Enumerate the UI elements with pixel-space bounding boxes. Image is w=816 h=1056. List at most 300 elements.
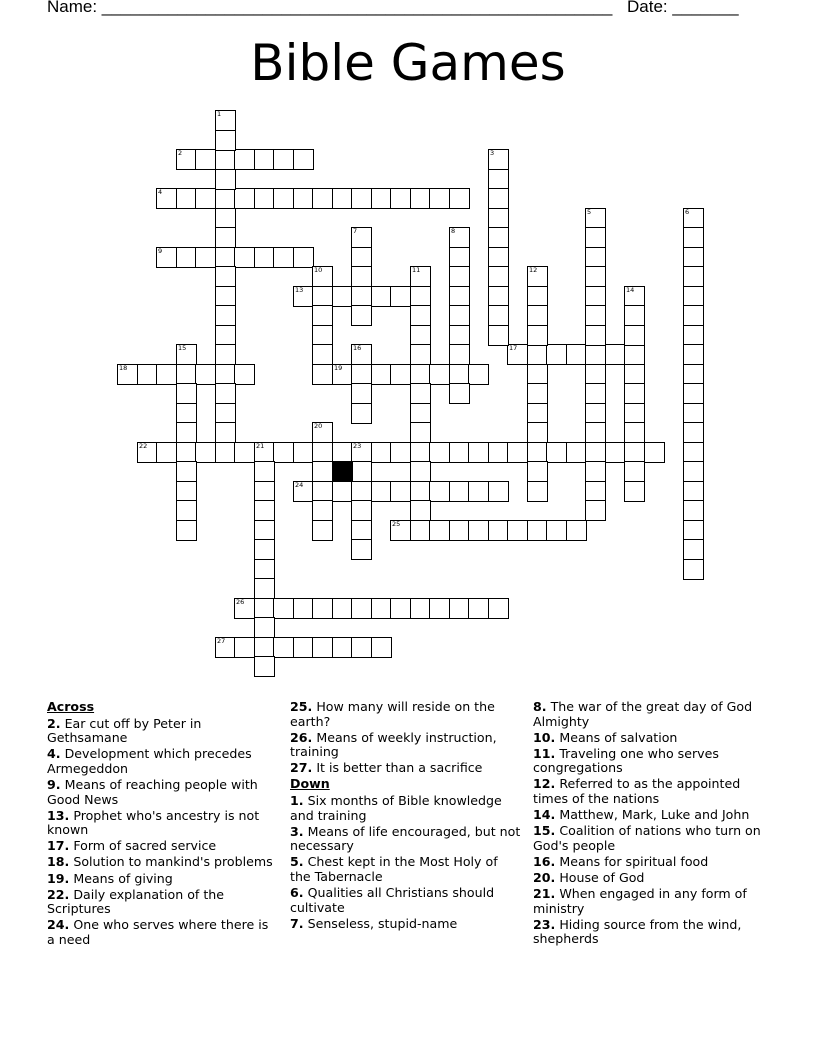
grid-cell[interactable] [371,188,392,209]
grid-cell[interactable] [351,247,372,268]
grid-cell[interactable] [254,149,275,170]
grid-cell[interactable] [156,364,177,385]
grid-cell[interactable] [488,247,509,268]
grid-cell[interactable] [624,325,645,346]
grid-cell[interactable] [293,598,314,619]
grid-cell[interactable] [683,364,704,385]
grid-cell[interactable] [137,364,158,385]
clue-down-11: 11. Traveling one who serves congregations [533,745,719,776]
grid-cell[interactable] [546,520,567,541]
clue-down-1: 1. Six months of Bible knowledge and training [290,793,502,823]
grid-cell[interactable] [371,442,392,463]
grid-cell[interactable] [624,286,645,307]
grid-cell[interactable] [429,520,450,541]
grid-cell[interactable] [585,500,606,521]
grid-cell[interactable] [683,266,704,287]
grid-cell[interactable] [254,637,275,658]
grid-cell[interactable] [215,403,236,424]
grid-cell[interactable] [566,344,587,365]
grid-cell[interactable] [527,403,548,424]
grid-cell[interactable] [351,481,372,502]
clue-down-7: 7. Senseless, stupid-name [290,915,458,931]
grid-cell[interactable] [624,422,645,443]
grid-cell[interactable] [351,637,372,658]
grid-cell[interactable] [215,305,236,326]
grid-cell[interactable] [585,461,606,482]
grid-cell[interactable] [410,461,431,482]
grid-cell[interactable] [683,559,704,580]
grid-cell[interactable] [390,520,411,541]
grid-cell[interactable] [488,520,509,541]
grid-cell[interactable] [215,227,236,248]
grid-cell[interactable] [215,188,236,209]
grid-cell[interactable] [585,344,606,365]
grid-cell[interactable] [332,637,353,658]
grid-cell[interactable] [195,188,216,209]
grid-cell[interactable] [585,247,606,268]
grid-cell[interactable] [468,442,489,463]
grid-cell[interactable] [527,442,548,463]
grid-cell[interactable] [371,364,392,385]
grid-cell[interactable] [234,442,255,463]
grid-cell[interactable] [410,442,431,463]
grid-cell[interactable] [683,325,704,346]
grid-cell[interactable] [254,247,275,268]
grid-cell[interactable] [215,286,236,307]
grid-cell[interactable] [585,266,606,287]
grid-cell[interactable] [488,481,509,502]
grid-cell[interactable] [371,286,392,307]
grid-cell[interactable] [293,188,314,209]
grid-cell[interactable] [195,149,216,170]
grid-cell[interactable] [351,383,372,404]
grid-cell[interactable] [156,188,177,209]
grid-cell[interactable] [410,188,431,209]
grid-cell[interactable] [195,247,216,268]
grid-cell[interactable] [273,598,294,619]
grid-cell[interactable] [176,364,197,385]
grid-cell[interactable] [176,247,197,268]
grid-cell[interactable] [254,500,275,521]
grid-cell[interactable] [429,481,450,502]
grid-cell[interactable] [585,305,606,326]
grid-cell[interactable] [410,266,431,287]
grid-cell[interactable] [215,208,236,229]
grid-cell[interactable] [683,539,704,560]
clue-column-3 [533,700,765,949]
grid-cell[interactable] [624,442,645,463]
grid-cell[interactable] [507,520,528,541]
grid-cell[interactable] [351,403,372,424]
grid-cell[interactable] [488,149,509,170]
grid-cell[interactable] [351,539,372,560]
grid-cell[interactable] [215,247,236,268]
grid-cell[interactable] [449,305,470,326]
grid-cell[interactable] [585,286,606,307]
grid-cell[interactable] [332,364,353,385]
clue-down-14: 14. Matthew, Mark, Luke and John [533,807,750,823]
grid-cell[interactable] [156,442,177,463]
grid-cell[interactable] [215,637,236,658]
grid-cell[interactable] [488,598,509,619]
date-field-label[interactable]: Date: _______ [627,0,739,16]
grid-cell[interactable] [429,364,450,385]
grid-cell[interactable] [215,344,236,365]
grid-cell[interactable] [683,227,704,248]
grid-cell[interactable] [449,598,470,619]
grid-cell[interactable] [332,481,353,502]
clue-number: 2 [178,149,183,157]
down-heading: Down [290,776,330,792]
grid-cell[interactable] [410,422,431,443]
grid-cell[interactable] [312,364,333,385]
grid-cell[interactable] [585,422,606,443]
grid-cell[interactable] [332,442,353,463]
grid-cell[interactable] [215,149,236,170]
grid-cell[interactable] [585,208,606,229]
grid-cell[interactable] [176,403,197,424]
grid-cell[interactable] [351,188,372,209]
grid-cell[interactable] [312,188,333,209]
grid-cell[interactable] [332,286,353,307]
grid-cell[interactable] [410,481,431,502]
grid-cell[interactable] [390,364,411,385]
grid-cell[interactable] [254,188,275,209]
grid-cell[interactable] [429,598,450,619]
grid-cell[interactable] [312,286,333,307]
grid-cell[interactable] [683,344,704,365]
grid-cell[interactable] [351,442,372,463]
clue-down-8: 8. The war of the great day of God Almighty [533,699,753,729]
grid-cell[interactable] [624,344,645,365]
grid-cell[interactable] [312,500,333,521]
grid-cell[interactable] [449,325,470,346]
grid-cell[interactable] [215,383,236,404]
grid-cell[interactable] [254,656,275,677]
clue-across-4: 4. Development which precedes Armegeddon [47,746,252,776]
clue-down-23: 23. Hiding source from the wind, shepherds [533,916,742,947]
grid-cell[interactable] [332,188,353,209]
grid-cell[interactable] [176,520,197,541]
clue-number: 8 [451,227,456,235]
grid-cell[interactable] [429,188,450,209]
grid-cell[interactable] [215,442,236,463]
grid-cell[interactable] [468,598,489,619]
grid-cell[interactable] [585,481,606,502]
grid-cell[interactable] [254,578,275,599]
grid-cell[interactable] [137,442,158,463]
name-field-label[interactable]: Name: ______________________________________________________ [47,0,613,16]
grid-cell[interactable] [195,364,216,385]
grid-cell[interactable] [527,344,548,365]
grid-cell[interactable] [449,266,470,287]
grid-cell[interactable] [293,637,314,658]
grid-cell[interactable] [371,637,392,658]
clue-across-26: 26. Means of weekly instruction, training [290,729,497,760]
grid-cell[interactable] [351,286,372,307]
grid-cell[interactable] [449,247,470,268]
grid-cell[interactable] [215,364,236,385]
grid-cell[interactable] [312,344,333,365]
grid-cell[interactable] [527,481,548,502]
grid-cell[interactable] [527,305,548,326]
grid-cell[interactable] [683,461,704,482]
grid-cell[interactable] [488,266,509,287]
grid-cell[interactable] [624,364,645,385]
clue-across-24: 24. One who serves where there is a need [47,917,269,947]
grid-cell[interactable] [410,305,431,326]
grid-cell[interactable] [585,442,606,463]
grid-cell[interactable] [234,188,255,209]
grid-cell[interactable] [449,520,470,541]
grid-cell[interactable] [293,247,314,268]
grid-cell[interactable] [488,286,509,307]
grid-cell[interactable] [546,344,567,365]
grid-cell[interactable] [215,169,236,190]
grid-cell[interactable] [410,520,431,541]
grid-cell[interactable] [683,208,704,229]
clue-number: 27 [217,637,226,645]
grid-cell[interactable] [176,481,197,502]
grid-cell[interactable] [488,305,509,326]
clue-down-15: 15. Coalition of nations who turn on God's people [533,823,761,853]
grid-cell[interactable] [254,539,275,560]
grid-cell[interactable] [683,422,704,443]
grid-cell[interactable] [215,422,236,443]
grid-cell[interactable] [410,344,431,365]
grid-cell[interactable] [312,266,333,287]
grid-cell[interactable] [585,383,606,404]
clue-down-20: 20. House of God [533,870,645,886]
grid-cell[interactable] [527,286,548,307]
grid-cell[interactable] [624,403,645,424]
grid-cell[interactable] [468,520,489,541]
clue-number: 16 [353,344,362,352]
grid-cell[interactable] [176,383,197,404]
grid-cell[interactable] [293,286,314,307]
grid-cell[interactable] [449,286,470,307]
grid-cell[interactable] [312,325,333,346]
grid-cell[interactable] [449,227,470,248]
grid-cell[interactable] [527,422,548,443]
grid-cell[interactable] [176,188,197,209]
grid-cell[interactable] [351,266,372,287]
grid-cell[interactable] [488,325,509,346]
grid-cell[interactable] [351,227,372,248]
grid-cell[interactable] [351,344,372,365]
grid-cell[interactable] [215,130,236,151]
grid-cell[interactable] [605,344,626,365]
grid-cell[interactable] [449,364,470,385]
grid-cell[interactable] [429,442,450,463]
grid-cell[interactable] [644,442,665,463]
grid-cell[interactable] [176,344,197,365]
grid-cell[interactable] [156,247,177,268]
clue-number: 6 [685,208,690,216]
grid-cell[interactable] [371,481,392,502]
grid-cell[interactable] [507,442,528,463]
clue-number: 17 [509,344,518,352]
grid-cell[interactable] [410,383,431,404]
grid-cell[interactable] [605,442,626,463]
grid-cell[interactable] [351,520,372,541]
clue-down-12: 12. Referred to as the appointed times of the nations [533,776,741,807]
grid-cell[interactable] [527,520,548,541]
grid-cell[interactable] [585,364,606,385]
clue-down-16: 16. Means for spiritual food [533,853,709,869]
grid-cell[interactable] [585,325,606,346]
grid-cell[interactable] [176,149,197,170]
grid-cell[interactable] [351,305,372,326]
grid-cell[interactable] [254,598,275,619]
grid-cell[interactable] [312,461,333,482]
clue-number: 19 [334,364,343,372]
grid-cell[interactable] [683,442,704,463]
grid-cell[interactable] [273,637,294,658]
grid-cell[interactable] [312,422,333,443]
clue-across-9: 9. Means of reaching people with Good News [47,776,258,807]
grid-cell[interactable] [468,481,489,502]
grid-cell[interactable] [683,403,704,424]
grid-cell[interactable] [390,286,411,307]
grid-cell[interactable] [234,247,255,268]
clue-column-1 [47,700,279,949]
grid-cell[interactable] [312,305,333,326]
grid-cell[interactable] [449,344,470,365]
grid-cell[interactable] [273,188,294,209]
grid-cell[interactable] [312,442,333,463]
clue-down-21: 21. When engaged in any form of ministry [533,886,747,916]
grid-cell[interactable] [117,364,138,385]
clue-number: 15 [178,344,187,352]
grid-cell[interactable] [527,364,548,385]
grid-cell[interactable] [195,442,216,463]
grid-cell[interactable] [410,598,431,619]
grid-cell[interactable] [254,559,275,580]
grid-cell[interactable] [254,461,275,482]
grid-cell[interactable] [254,481,275,502]
grid-cell[interactable] [312,481,333,502]
grid-cell[interactable] [371,598,392,619]
grid-cell[interactable] [351,364,372,385]
grid-cell[interactable] [332,598,353,619]
grid-cell[interactable] [351,461,372,482]
clue-across-27: 27. It is better than a sacrifice [290,760,483,776]
grid-cell[interactable] [312,637,333,658]
grid-cell[interactable] [273,442,294,463]
grid-cell[interactable] [683,500,704,521]
grid-cell[interactable] [683,286,704,307]
grid-cell[interactable] [293,481,314,502]
grid-cell[interactable] [449,188,470,209]
grid-cell[interactable] [273,247,294,268]
grid-cell[interactable] [585,403,606,424]
grid-cell[interactable] [410,500,431,521]
grid-cell[interactable] [234,364,255,385]
clue-down-3: 3. Means of life encouraged, but not necessary [290,823,521,854]
grid-cell[interactable] [488,188,509,209]
grid-cell[interactable] [527,266,548,287]
grid-cell[interactable] [624,461,645,482]
grid-cell[interactable] [234,598,255,619]
grid-cell[interactable] [215,325,236,346]
clue-number: 25 [392,520,401,528]
grid-cell[interactable] [390,442,411,463]
grid-cell[interactable] [410,364,431,385]
grid-cell[interactable] [468,364,489,385]
grid-cell[interactable] [624,305,645,326]
clue-number: 10 [314,266,323,274]
grid-cell[interactable] [449,383,470,404]
grid-cell[interactable] [176,500,197,521]
grid-cell[interactable] [254,617,275,638]
grid-cell[interactable] [234,637,255,658]
grid-cell[interactable] [488,227,509,248]
grid-cell[interactable] [234,149,255,170]
clue-number: 7 [353,227,358,235]
grid-cell[interactable] [488,208,509,229]
clue-across-17: 17. Form of sacred service [47,838,217,854]
grid-cell[interactable] [507,344,528,365]
grid-cell[interactable] [312,520,333,541]
grid-cell[interactable] [351,500,372,521]
grid-cell[interactable] [215,266,236,287]
grid-cell[interactable] [683,520,704,541]
grid-cell[interactable] [390,481,411,502]
grid-cell[interactable] [624,481,645,502]
grid-cell[interactable] [312,598,333,619]
grid-cell[interactable] [566,442,587,463]
grid-cell[interactable] [624,383,645,404]
grid-cell[interactable] [410,325,431,346]
grid-cell[interactable] [254,520,275,541]
grid-cell[interactable] [449,481,470,502]
grid-cell[interactable] [449,442,470,463]
grid-cell[interactable] [683,481,704,502]
grid-cell[interactable] [585,227,606,248]
grid-cell[interactable] [683,305,704,326]
clue-down-6: 6. Qualities all Christians should cultivate [290,885,495,915]
across-heading: Across [47,699,95,714]
grid-cell[interactable] [273,149,294,170]
grid-cell[interactable] [683,383,704,404]
grid-cell[interactable] [176,442,197,463]
black-cell [332,461,353,482]
grid-cell[interactable] [410,403,431,424]
grid-cell[interactable] [215,110,236,131]
grid-cell[interactable] [390,598,411,619]
grid-cell[interactable] [410,286,431,307]
grid-cell[interactable] [293,442,314,463]
grid-cell[interactable] [546,442,567,463]
grid-cell[interactable] [488,169,509,190]
clue-across-2: 2. Ear cut off by Peter in Gethsamane [47,715,202,746]
grid-cell[interactable] [527,383,548,404]
grid-cell[interactable] [176,422,197,443]
grid-cell[interactable] [351,598,372,619]
grid-cell[interactable] [390,188,411,209]
grid-cell[interactable] [176,461,197,482]
page-title: Bible Games [250,34,566,92]
grid-cell[interactable] [566,520,587,541]
grid-cell[interactable] [488,442,509,463]
grid-cell[interactable] [527,461,548,482]
grid-cell[interactable] [293,149,314,170]
grid-cell[interactable] [527,325,548,346]
grid-cell[interactable] [254,442,275,463]
clue-across-22: 22. Daily explanation of the Scriptures [47,886,225,917]
grid-cell[interactable] [683,247,704,268]
